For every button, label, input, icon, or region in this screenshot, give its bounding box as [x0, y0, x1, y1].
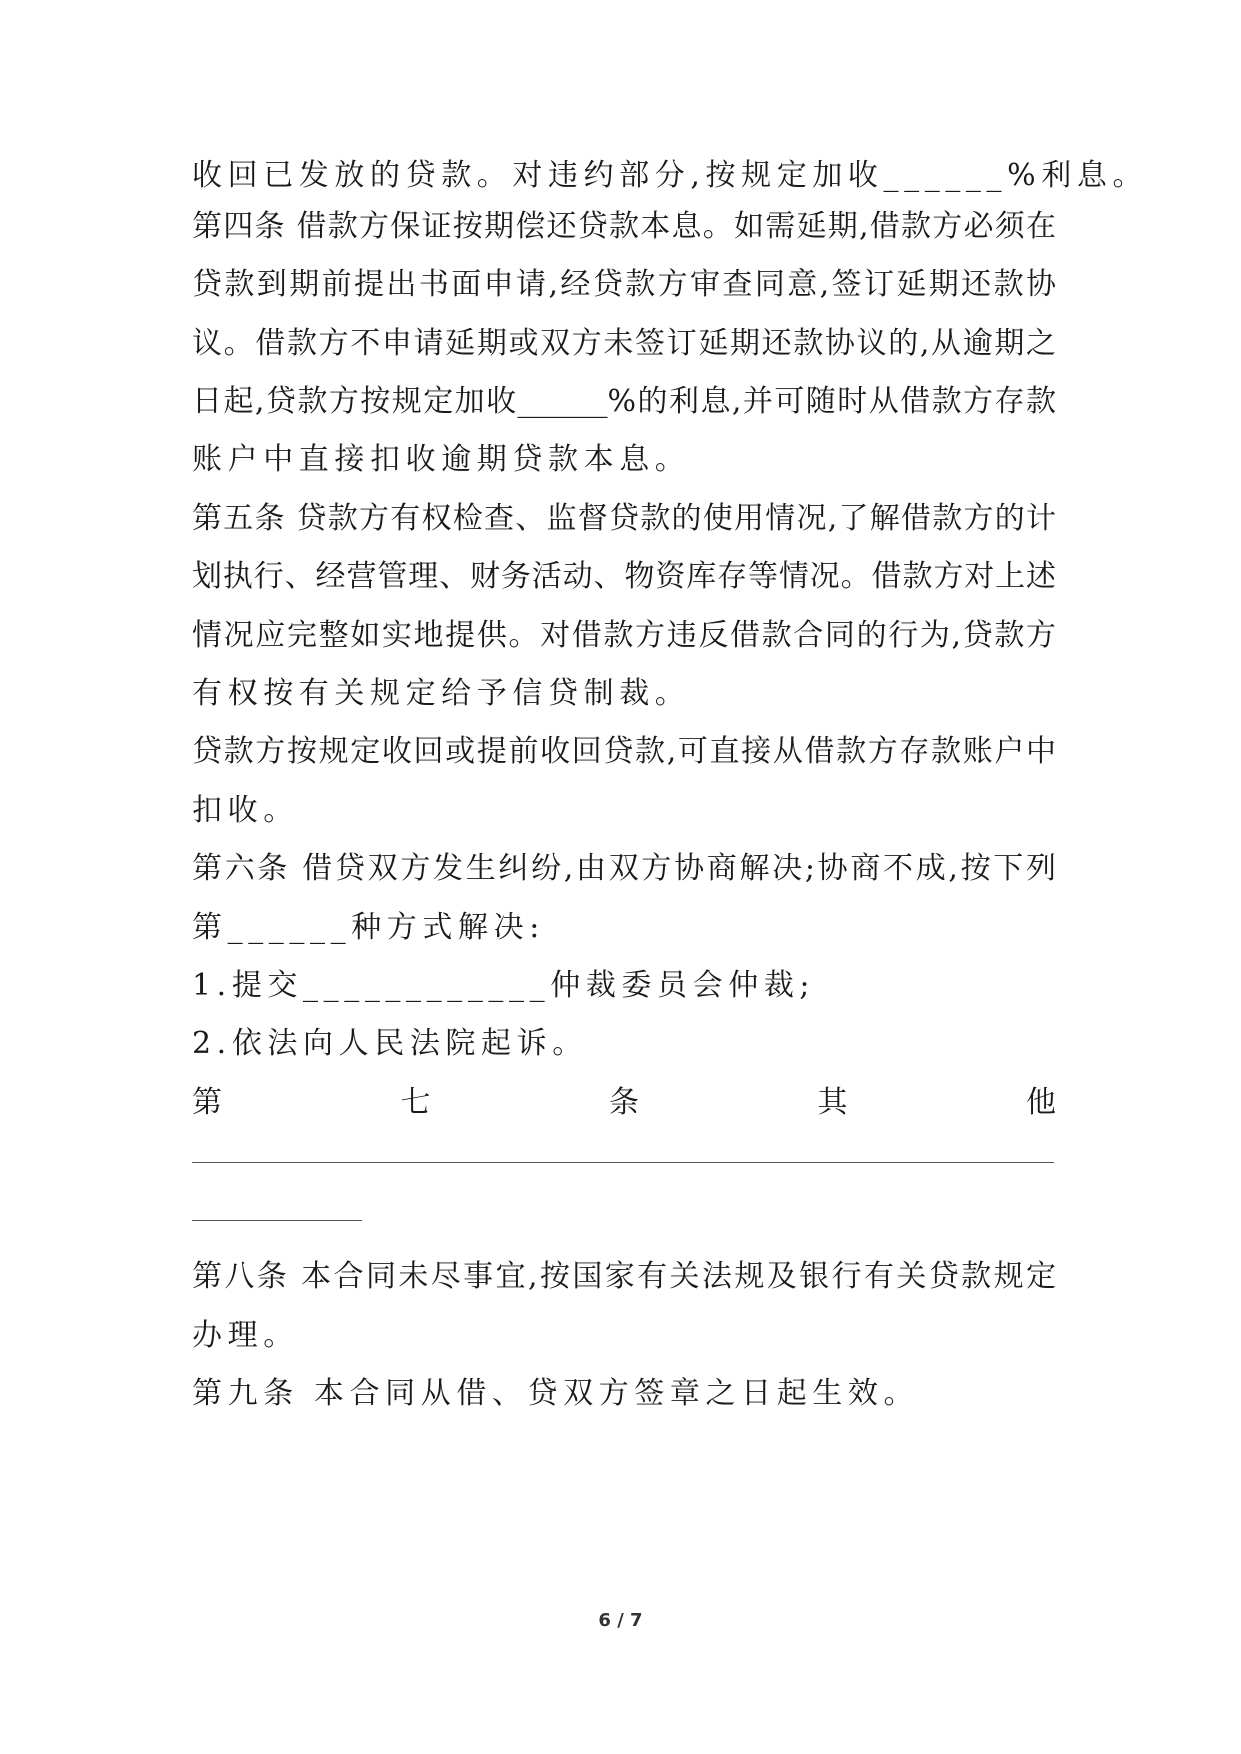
- article-6-heading-line: 第六条 借贷双方发生纠纷,由双方协商解决;协商不成,按下列: [192, 851, 1056, 886]
- article-7-char: 其: [817, 1085, 848, 1120]
- text-line: 议。借款方不申请延期或双方未签订延期还款协议的,从逾期之: [192, 326, 1056, 361]
- article-5-heading-line: 第五条 贷款方有权检查、监督贷款的使用情况,了解借款方的计: [192, 501, 1056, 536]
- article-7-char: 第: [192, 1085, 222, 1120]
- article-7-char: 他: [1026, 1085, 1056, 1120]
- text-line: 扣收。: [192, 793, 299, 828]
- text-line: 有权按有关规定给予信贷制裁。: [192, 676, 691, 711]
- text-line: 办理。: [192, 1318, 299, 1353]
- fill-in-rule: [192, 1162, 1054, 1163]
- article-7-heading-line: [192, 1083, 1056, 1123]
- fill-in-rule: [192, 1220, 362, 1221]
- text-line: 贷款方按规定收回或提前收回贷款,可直接从借款方存款账户中: [192, 734, 1056, 769]
- article-8-heading-line: 第八条 本合同未尽事宜,按国家有关法规及银行有关贷款规定: [192, 1259, 1056, 1294]
- article-4-heading-line: 第四条 借款方保证按期偿还贷款本息。如需延期,借款方必须在: [192, 209, 1056, 244]
- article-7-char: 条: [609, 1085, 639, 1120]
- text-line: 日起,贷款方按规定加收______%的利息,并可随时从借款方存款: [192, 384, 1056, 419]
- text-line: 第______种方式解决:: [192, 910, 545, 945]
- list-item: 1.提交____________仲裁委员会仲裁;: [192, 968, 816, 1003]
- text-line: 收回已发放的贷款。对违约部分,按规定加收______%利息。: [192, 158, 1149, 193]
- text-line: 划执行、经营管理、财务活动、物资库存等情况。借款方对上述: [192, 559, 1056, 594]
- text-line: 账户中直接扣收逾期贷款本息。: [192, 442, 691, 477]
- article-7-char: 七: [400, 1085, 431, 1120]
- list-item: 2.依法向人民法院起诉。: [192, 1026, 588, 1061]
- text-line: 情况应完整如实地提供。对借款方违反借款合同的行为,贷款方: [192, 618, 1056, 653]
- page-number: 6 / 7: [598, 1610, 643, 1631]
- text-line: 贷款到期前提出书面申请,经贷款方审查同意,签订延期还款协: [192, 267, 1056, 302]
- article-9-heading-line: 第九条 本合同从借、贷双方签章之日起生效。: [192, 1376, 920, 1411]
